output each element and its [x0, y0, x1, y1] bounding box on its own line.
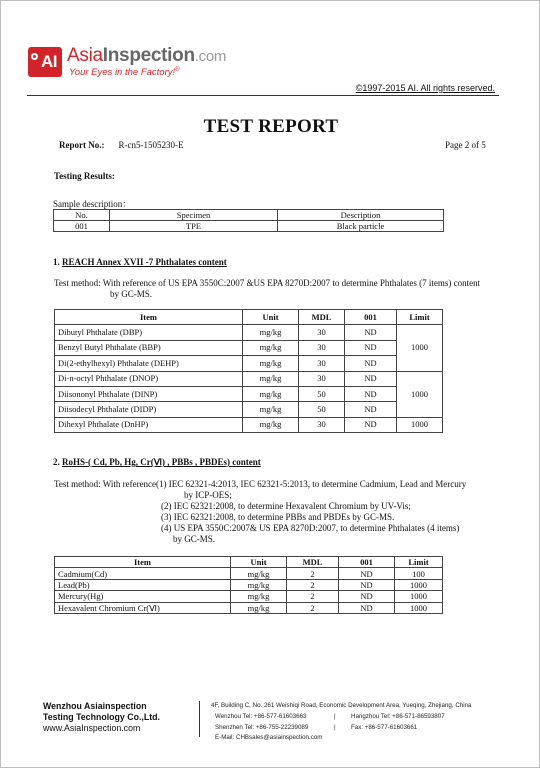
table-header: Unit — [243, 310, 299, 325]
footer-hangzhou-tel: Hangzhou Tel: +86-571-86593807 — [351, 713, 445, 720]
sample-description-label: Sample description： — [53, 199, 132, 209]
table-header: 001 — [339, 557, 395, 568]
table-cell: Dibutyl Phthalate (DBP) — [55, 325, 243, 340]
table-cell: mg/kg — [243, 371, 299, 386]
table-cell: 001 — [54, 221, 110, 232]
footer-wenzhou-tel: Wenzhou Tel: +86-577-61603663 — [215, 713, 307, 720]
sample-table — [53, 209, 444, 232]
limit-cell: 1000 — [397, 417, 443, 432]
table-row — [55, 356, 443, 371]
table-cell: mg/kg — [243, 340, 299, 355]
table-row — [55, 325, 443, 340]
table-header-row — [55, 310, 443, 325]
section-1-method: Test method: With reference of US EPA 3550C:2007 &US EPA 8270D:2007 to determine Phthalates (7 items) content — [54, 278, 481, 288]
logo-dot-icon — [31, 53, 38, 60]
table-cell: Dihexyl Phthalate (DnHP) — [55, 417, 243, 432]
table-cell: ND — [345, 356, 397, 371]
footer-company: Wenzhou Asiainspection Testing Technology Co.,Ltd. — [43, 701, 160, 722]
report-number: Report No.: R-cn5-1505230-E — [59, 140, 184, 150]
table-cell: TPE — [110, 221, 278, 232]
table-header: MDL — [299, 310, 345, 325]
table-row — [55, 568, 443, 579]
table-cell: 30 — [299, 371, 345, 386]
table-cell: 1000 — [395, 602, 443, 613]
limit-cell: 1000 — [397, 371, 443, 417]
footer-fax: Fax: +86-577-61603661 — [351, 724, 418, 731]
table-header-row — [55, 557, 443, 568]
table-cell: Cadmium(Cd) — [55, 568, 231, 579]
table-header: No. — [54, 210, 110, 221]
table-row — [55, 371, 443, 386]
table-cell: 100 — [395, 568, 443, 579]
table-cell: Mercury(Hg) — [55, 591, 231, 602]
table-cell: mg/kg — [231, 579, 287, 590]
table-cell: mg/kg — [231, 602, 287, 613]
table-cell: 2 — [287, 602, 339, 613]
section-2-method-line: by GC-MS. — [173, 534, 216, 544]
table-cell: 1000 — [395, 579, 443, 590]
table-cell: mg/kg — [243, 386, 299, 401]
table-header: Limit — [397, 310, 443, 325]
table-cell: Diisodecyl Phthalate (DIDP) — [55, 402, 243, 417]
footer-divider — [199, 701, 200, 737]
table-cell: 30 — [299, 325, 345, 340]
logo-domain: .com — [194, 48, 227, 65]
table-cell: ND — [345, 386, 397, 401]
table-row — [55, 579, 443, 590]
table-row — [55, 402, 443, 417]
page-title: TEST REPORT — [203, 116, 339, 137]
section-2-method-line: (3) IEC 62321:2008, to determine PBBs and PBDEs by GC-MS. — [161, 512, 395, 522]
section-2-method-line: (2) IEC 62321:2008, to determine Hexavalent Chromium by UV-Vis; — [161, 501, 411, 511]
table-cell: Lead(Pb) — [55, 579, 231, 590]
table-cell: ND — [345, 340, 397, 355]
table-cell: mg/kg — [231, 568, 287, 579]
table-cell: ND — [339, 579, 395, 590]
logo-name-prefix: Asia — [67, 45, 103, 66]
logo-name-suffix: Inspection — [102, 45, 195, 66]
table-header: Limit — [395, 557, 443, 568]
footer-shenzhen-tel: Shenzhen Tel: +86-755-22239089 — [215, 724, 309, 731]
rohs-table — [54, 556, 443, 614]
table-cell: 2 — [287, 591, 339, 602]
table-header: 001 — [345, 310, 397, 325]
header-divider — [27, 95, 499, 96]
table-cell: mg/kg — [231, 591, 287, 602]
footer-separator: | — [334, 713, 336, 720]
table-header: Item — [55, 310, 243, 325]
section-2-heading: 2. RoHS-( Cd, Pb, Hg, Cr(Ⅵ) , PBBs , PBDEs) content — [53, 457, 261, 467]
table-cell: 50 — [299, 386, 345, 401]
section-2-method-line: by ICP-OES; — [184, 490, 232, 500]
testing-results-label: Testing Results: — [54, 171, 115, 181]
asiainspection-logo-icon — [28, 47, 62, 77]
table-row — [55, 591, 443, 602]
table-row — [55, 602, 443, 613]
section-1-heading: 1. REACH Annex XVII -7 Phthalates content — [53, 257, 227, 267]
phthalates-table — [54, 309, 443, 433]
table-cell: 30 — [299, 417, 345, 432]
table-cell: ND — [345, 402, 397, 417]
table-cell: Diisononyl Phthalate (DINP) — [55, 386, 243, 401]
footer-website: www.AsiaInspection.com — [43, 723, 141, 733]
table-header: Item — [55, 557, 231, 568]
section-1-method-cont: by GC-MS. — [110, 289, 153, 299]
footer-email: E-Mail: CHBsales@asiainspection.com — [215, 734, 323, 741]
footer-separator: | — [334, 724, 336, 731]
table-header: Unit — [231, 557, 287, 568]
table-cell: Di-n-octyl Phthalate (DNOP) — [55, 371, 243, 386]
table-cell: ND — [345, 417, 397, 432]
table-cell: 30 — [299, 340, 345, 355]
table-cell: 2 — [287, 568, 339, 579]
table-cell: mg/kg — [243, 325, 299, 340]
logo-wordmark — [67, 45, 226, 67]
table-cell: Hexavalent Chromium Cr(Ⅵ) — [55, 602, 231, 613]
table-cell: 30 — [299, 356, 345, 371]
table-cell: Di(2-ethylhexyl) Phthalate (DEHP) — [55, 356, 243, 371]
table-header: Description — [278, 210, 444, 221]
table-cell: 50 — [299, 402, 345, 417]
table-row — [54, 221, 444, 232]
table-cell: ND — [345, 325, 397, 340]
page-number: Page 2 of 5 — [445, 140, 486, 150]
logo-tagline: Your Eyes in the Factory!® — [69, 67, 180, 79]
table-cell: Benzyl Butyl Phthalate (BBP) — [55, 340, 243, 355]
table-cell: 1000 — [395, 591, 443, 602]
table-header: Specimen — [110, 210, 278, 221]
table-cell: Black particle — [278, 221, 444, 232]
logo-mark: AI — [41, 52, 57, 71]
table-cell: 2 — [287, 579, 339, 590]
footer-address: 4F, Building C, No. 261 Weishiqi Road, Economic Development Area, Yueqing, Zhejiang, China — [211, 702, 472, 709]
section-2-method: Test method: With reference(1) IEC 62321-4:2013, IEC 62321-5:2013, to determine Cadmium, Lead and Mercury — [54, 479, 467, 489]
copyright-notice: ©1997-2015 AI. All rights reserved. — [355, 83, 495, 93]
table-cell: mg/kg — [243, 402, 299, 417]
table-cell: mg/kg — [243, 356, 299, 371]
table-row — [55, 417, 443, 432]
table-row — [55, 340, 443, 355]
table-cell: mg/kg — [243, 417, 299, 432]
table-cell: ND — [339, 568, 395, 579]
table-header-row — [54, 210, 444, 221]
table-cell: ND — [339, 602, 395, 613]
section-2-method-line: (4) US EPA 3550C:2007& US EPA 8270D:2007, to determine Phthalates (4 items) — [161, 523, 460, 533]
table-row — [55, 386, 443, 401]
table-header: MDL — [287, 557, 339, 568]
table-cell: ND — [339, 591, 395, 602]
table-cell: ND — [345, 371, 397, 386]
limit-cell: 1000 — [397, 325, 443, 371]
